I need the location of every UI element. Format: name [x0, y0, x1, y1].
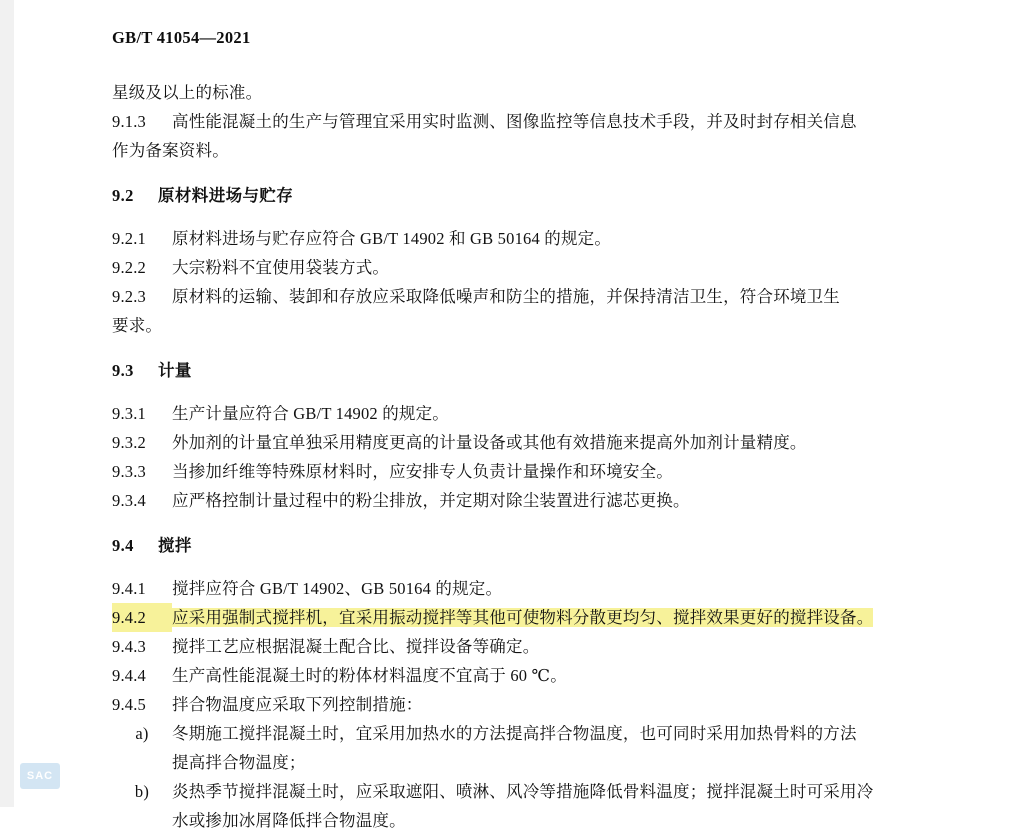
clause-9-2-3-cont — [112, 311, 912, 340]
clause-9-4-2 — [112, 603, 912, 632]
clause-9-4-3 — [112, 632, 912, 661]
clause-number: 9.4.5 — [112, 695, 146, 714]
clause-number: 9.1.3 — [112, 112, 146, 131]
section-title: 原材料进场与贮存 — [158, 186, 294, 205]
document-content — [112, 0, 912, 835]
list-item-text: 冬期施工搅拌混凝土时，宜采用加热水的方法提高拌合物温度，也可同时采用加热骨料的方法 — [172, 724, 857, 743]
clause-text: 生产高性能混凝土时的粉体材料温度不宜高于 60 ℃。 — [172, 666, 567, 685]
section-heading-9-4 — [112, 531, 912, 560]
list-item-b-cont — [112, 806, 912, 835]
page-left-gutter — [0, 0, 14, 807]
clause-number: 9.3.3 — [112, 462, 146, 481]
clause-text: 搅拌应符合 GB/T 14902、GB 50164 的规定。 — [172, 579, 503, 598]
section-heading-9-3 — [112, 356, 912, 385]
clause-9-4-1 — [112, 574, 912, 603]
document-header: GB/T 41054—2021 — [112, 28, 251, 47]
list-item-a — [112, 719, 912, 748]
clause-number: 9.4.3 — [112, 637, 146, 656]
clause-9-4-4 — [112, 661, 912, 690]
section-title: 搅拌 — [158, 536, 192, 555]
clause-number: 9.2.3 — [112, 287, 146, 306]
clause-text: 拌合物温度应采取下列控制措施： — [172, 695, 423, 714]
clause-9-4-5 — [112, 690, 912, 719]
clause-text: 生产计量应符合 GB/T 14902 的规定。 — [172, 404, 450, 423]
clause-9-1-3 — [112, 107, 912, 136]
section-heading-9-2 — [112, 181, 912, 210]
clause-number: 9.3.1 — [112, 404, 146, 423]
clause-9-2-3 — [112, 282, 912, 311]
line-text: 星级及以上的标准。 — [112, 83, 263, 102]
clause-number: 9.3.4 — [112, 491, 146, 510]
clause-9-1-3-cont — [112, 136, 912, 165]
section-title: 计量 — [158, 361, 192, 380]
clause-number: 9.2.1 — [112, 229, 146, 248]
section-number: 9.2 — [112, 186, 134, 205]
line-text: 作为备案资料。 — [112, 141, 229, 160]
clause-text: 原材料进场与贮存应符合 GB/T 14902 和 GB 50164 的规定。 — [172, 229, 612, 248]
clause-9-3-4 — [112, 486, 912, 515]
list-item-text-cont: 水或掺加冰屑降低拌合物温度。 — [172, 811, 406, 830]
list-item-text: 炎热季节搅拌混凝土时，应采取遮阳、喷淋、风冷等措施降低骨料温度；搅拌混凝土时可采用冷 — [172, 782, 874, 801]
clause-text: 高性能混凝土的生产与管理宜采用实时监测、图像监控等信息技术手段，并及时封存相关信息 — [172, 112, 857, 131]
document-body — [112, 78, 912, 835]
list-item-label: b) — [134, 782, 150, 801]
clause-number: 9.4.2 — [112, 603, 172, 632]
line-text: 要求。 — [112, 316, 163, 335]
clause-9-3-1 — [112, 399, 912, 428]
clause-number: 9.2.2 — [112, 258, 146, 277]
clause-number: 9.3.2 — [112, 433, 146, 452]
paragraph-line — [112, 78, 912, 107]
clause-9-3-3 — [112, 457, 912, 486]
clause-number: 9.4.1 — [112, 579, 146, 598]
section-number: 9.3 — [112, 361, 134, 380]
clause-text: 当掺加纤维等特殊原材料时，应安排专人负责计量操作和环境安全。 — [172, 462, 673, 481]
clause-9-3-2 — [112, 428, 912, 457]
list-item-a-cont — [112, 748, 912, 777]
section-number: 9.4 — [112, 536, 134, 555]
list-item-text-cont: 提高拌合物温度； — [172, 753, 306, 772]
clause-text: 大宗粉料不宜使用袋装方式。 — [172, 258, 390, 277]
clause-9-2-2 — [112, 253, 912, 282]
list-item-label: a) — [135, 724, 149, 743]
clause-text: 应严格控制计量过程中的粉尘排放，并定期对除尘装置进行滤芯更换。 — [172, 491, 690, 510]
clause-text: 搅拌工艺应根据混凝土配合比、搅拌设备等确定。 — [172, 637, 540, 656]
list-item-b — [112, 777, 912, 806]
clause-text: 原材料的运输、装卸和存放应采取降低噪声和防尘的措施，并保持清洁卫生，符合环境卫生 — [172, 287, 840, 306]
clause-text: 外加剂的计量宜单独采用精度更高的计量设备或其他有效措施来提高外加剂计量精度。 — [172, 433, 807, 452]
clause-9-2-1 — [112, 224, 912, 253]
clause-number: 9.4.4 — [112, 666, 146, 685]
sac-watermark-logo: SAC — [20, 763, 60, 789]
clause-text-highlighted: 应采用强制式搅拌机，宜采用振动搅拌等其他可使物料分散更均匀、搅拌效果更好的搅拌设备。 — [172, 608, 874, 627]
